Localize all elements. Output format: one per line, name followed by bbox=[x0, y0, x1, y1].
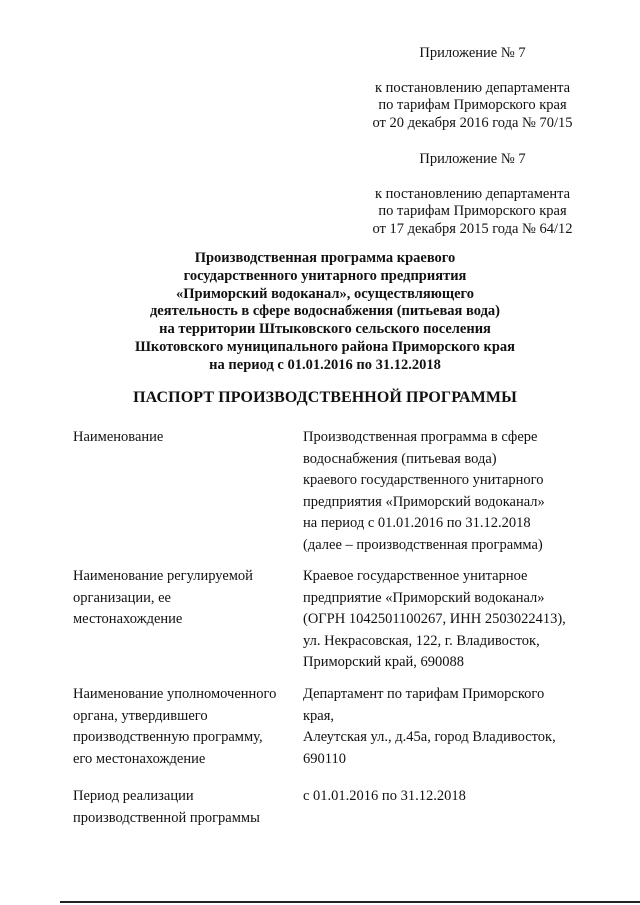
value-line: на период с 01.01.2016 по 31.12.2018 bbox=[303, 515, 531, 531]
heading-line: на период с 01.01.2016 по 31.12.2018 bbox=[209, 356, 441, 373]
heading-line: деятельность в сфере водоснабжения (питьевая вода) bbox=[149, 303, 501, 320]
appendix-line: по тарифам Приморского края bbox=[378, 203, 567, 219]
value-line: предприятие «Приморский водоканал» bbox=[303, 589, 545, 606]
heading-line: Шкотовского муниципального района Приморского края bbox=[134, 338, 515, 355]
value-line: ул. Некрасовская, 122, г. Владивосток, bbox=[303, 632, 540, 649]
value-line: (ОГРН 1042501100267, ИНН 2503022413), bbox=[303, 611, 566, 627]
value-line: 690110 bbox=[303, 750, 346, 767]
row-label bbox=[73, 786, 295, 829]
row-label bbox=[73, 427, 295, 449]
row-value bbox=[303, 566, 603, 674]
value-line: краевого государственного унитарного bbox=[303, 472, 544, 488]
scan-bottom-edge bbox=[60, 901, 640, 903]
label-line: его местонахождение bbox=[73, 750, 206, 767]
value-line: с 01.01.2016 по 31.12.2018 bbox=[303, 788, 466, 804]
value-line: предприятия «Приморский водоканал» bbox=[303, 493, 545, 510]
value-line: Алеутская ул., д.45а, город Владивосток, bbox=[303, 729, 556, 745]
label-line: Наименование регулируемой bbox=[73, 568, 253, 584]
appendix-title: Приложение № 7 bbox=[419, 45, 526, 61]
row-value bbox=[303, 786, 603, 808]
label-line: производственной программы bbox=[73, 809, 260, 826]
label-line: местонахождение bbox=[73, 611, 183, 627]
value-line: (далее – производственная программа) bbox=[303, 536, 543, 553]
appendix-block-2015 bbox=[340, 151, 605, 238]
label-line: Наименование bbox=[73, 429, 164, 445]
appendix-line: от 20 декабря 2016 года № 70/15 bbox=[372, 114, 573, 131]
appendix-line: по тарифам Приморского края bbox=[378, 97, 567, 113]
row-value bbox=[303, 684, 603, 770]
value-line: Краевое государственное унитарное bbox=[303, 568, 528, 584]
value-line: Департамент по тарифам Приморского bbox=[303, 686, 545, 702]
heading-line: «Приморский водоканал», осуществляющего bbox=[176, 285, 474, 302]
heading-line: государственного унитарного предприятия bbox=[183, 267, 467, 284]
appendix-line: от 17 декабря 2015 года № 64/12 bbox=[372, 220, 573, 237]
appendix-line: к постановлению департамента bbox=[374, 79, 571, 96]
row-label bbox=[73, 566, 295, 631]
label-line: Наименование уполномоченного bbox=[73, 686, 277, 702]
passport-title: ПАСПОРТ ПРОИЗВОДСТВЕННОЙ ПРОГРАММЫ bbox=[133, 389, 517, 406]
label-line: органа, утвердившего bbox=[73, 707, 208, 724]
appendix-line: к постановлению департамента bbox=[374, 185, 571, 202]
value-line: края, bbox=[303, 707, 335, 724]
appendix-title: Приложение № 7 bbox=[419, 151, 526, 167]
program-heading bbox=[90, 250, 560, 375]
value-line: Производственная программа в сфере bbox=[303, 429, 538, 445]
value-line: Приморский край, 690088 bbox=[303, 654, 465, 670]
heading-line: Производственная программа краевого bbox=[194, 250, 456, 266]
row-label bbox=[73, 684, 295, 770]
heading-line: на территории Штыковского сельского поселения bbox=[159, 321, 491, 338]
appendix-block-2016 bbox=[340, 45, 605, 132]
value-line: водоснабжения (питьевая вода) bbox=[303, 450, 497, 467]
row-value bbox=[303, 427, 603, 556]
label-line: Период реализации bbox=[73, 788, 194, 804]
label-line: производственную программу, bbox=[73, 729, 263, 745]
label-line: организации, ее bbox=[73, 589, 171, 606]
